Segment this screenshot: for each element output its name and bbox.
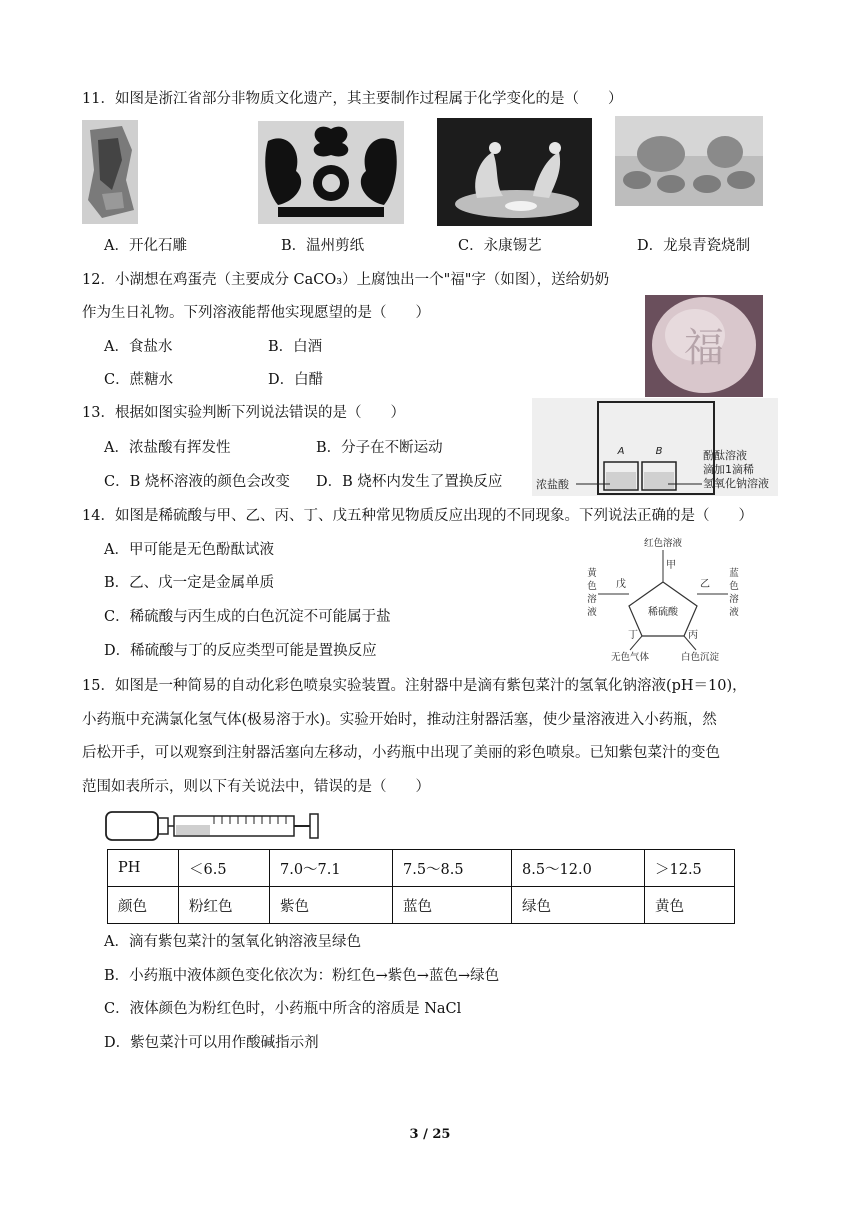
q15-option-b: B．小药瓶中液体颜色变化依次为：粉红色→紫色→蓝色→绿色: [104, 968, 500, 984]
q13-beaker-figure: [532, 398, 778, 496]
table-row: [108, 887, 735, 924]
table-cell: 颜色: [108, 887, 179, 924]
q15-line2: 小药瓶中充满氯化氢气体(极易溶于水)。实验开始时，推动注射器活塞，使少量溶液进入小药瓶，然: [82, 712, 717, 728]
table-cell: 绿色: [512, 887, 645, 924]
q11-option-c: C．永康锡艺: [458, 238, 542, 254]
wu-label: 戊: [616, 579, 626, 590]
table-cell: 紫色: [270, 887, 393, 924]
jia-label: 甲: [666, 560, 676, 571]
q12-option-b: B．白酒: [268, 339, 323, 355]
q13-option-a: A．浓盐酸有挥发性: [104, 440, 231, 456]
q12-option-c: C．蔗糖水: [104, 372, 174, 388]
table-cell: 7.5～8.5: [393, 850, 512, 887]
q11-image-paper-cut: [258, 121, 404, 224]
table-cell: 7.0～7.1: [270, 850, 393, 887]
page-number: 3 / 25: [409, 1127, 451, 1142]
yellow-solution-char-2: 色: [587, 581, 597, 592]
yellow-solution-char-1: 黄: [587, 568, 597, 579]
q11-image-tin-art: [437, 118, 592, 226]
q13-option-c: C．B 烧杯溶液的颜色会改变: [104, 474, 290, 490]
q12-egg-image: [645, 295, 763, 397]
q15-line4: 范围如表所示，则以下有关说法中，错误的是（ ）: [82, 779, 430, 795]
table-row: [108, 850, 735, 887]
colorless-gas-label: 无色气体: [610, 652, 650, 663]
q15-line3: 后松开手，可以观察到注射器活塞向左移动，小药瓶中出现了美丽的彩色喷泉。已知紫包菜汁的变色: [82, 745, 720, 761]
q14-option-d: D．稀硫酸与丁的反应类型可能是置换反应: [104, 643, 377, 659]
q14-pentagon-figure: [580, 532, 746, 666]
paper-cut-illustration: [258, 121, 404, 224]
q15-option-c: C．液体颜色为粉红色时，小药瓶中所含的溶质是 NaCl: [104, 1001, 462, 1017]
q13-option-b: B．分子在不断运动: [316, 440, 443, 456]
table-cell: ＜6.5: [179, 850, 270, 887]
tin-art-illustration: [437, 118, 592, 226]
q15-ph-color-table: [107, 849, 735, 924]
q12-option-a: A．食盐水: [104, 339, 173, 355]
center-dilute-h2so4: 稀硫酸: [648, 607, 678, 618]
q11-option-a: A．开化石雕: [104, 238, 187, 254]
egg-illustration: [645, 295, 763, 397]
q15-syringe-figure: [104, 808, 326, 844]
ding-label: 丁: [628, 630, 638, 641]
celadon-illustration: [615, 116, 763, 206]
table-cell: PH: [108, 850, 179, 887]
q11-image-celadon: [615, 116, 763, 206]
q15-option-a: A．滴有紫包菜汁的氢氧化钠溶液呈绿色: [104, 934, 361, 950]
table-cell: ＞12.5: [645, 850, 735, 887]
red-solution-label: 红色溶液: [643, 538, 683, 549]
dropwise-label: 滴加1滴稀: [703, 463, 754, 476]
yi-label: 乙: [700, 579, 710, 590]
q14-stem: 14．如图是稀硫酸与甲、乙、丙、丁、戊五种常见物质反应出现的不同现象。下列说法正确的是（ ）: [82, 508, 753, 524]
white-precipitate-label: 白色沉淀: [680, 652, 720, 663]
q12-option-d: D．白醋: [268, 372, 324, 388]
q15-line1: 15．如图是一种简易的自动化彩色喷泉实验装置。注射器中是滴有紫包菜汁的氢氧化钠溶液(pH＝10)，: [82, 678, 747, 694]
q12-stem-line2: 作为生日礼物。下列溶液能帮他实现愿望的是（ ）: [82, 305, 430, 321]
table-cell: 蓝色: [393, 887, 512, 924]
q14-option-c: C．稀硫酸与丙生成的白色沉淀不可能属于盐: [104, 609, 391, 625]
blue-solution-char-2: 色: [729, 581, 739, 592]
bing-label: 丙: [688, 630, 698, 641]
egg-character: 福: [684, 325, 724, 371]
q11-image-stone-carving: [82, 120, 138, 224]
yellow-solution-char-3: 溶: [587, 594, 597, 605]
concentrated-hcl-label: 浓盐酸: [536, 478, 569, 491]
phenolphthalein-label: 酚酞溶液: [703, 449, 747, 462]
blue-solution-char-1: 蓝: [729, 568, 739, 579]
table-cell: 8.5～12.0: [512, 850, 645, 887]
beaker-b-label: B: [655, 446, 663, 457]
q11-option-b: B．温州剪纸: [281, 238, 365, 254]
q14-option-a: A．甲可能是无色酚酞试液: [104, 542, 274, 558]
table-cell: 粉红色: [179, 887, 270, 924]
q13-option-d: D．B 烧杯内发生了置换反应: [316, 474, 503, 490]
blue-solution-char-3: 溶: [729, 594, 739, 605]
q11-option-d: D．龙泉青瓷烧制: [637, 238, 751, 254]
beaker-a-label: A: [617, 446, 625, 457]
q13-stem: 13．根据如图实验判断下列说法错误的是（ ）: [82, 405, 405, 421]
q12-stem-line1: 12．小湖想在鸡蛋壳（主要成分 CaCO₃）上腐蚀出一个"福"字（如图），送给奶奶: [82, 272, 610, 288]
blue-solution-char-4: 液: [729, 607, 739, 618]
q14-option-b: B．乙、戊一定是金属单质: [104, 575, 275, 591]
table-cell: 黄色: [645, 887, 735, 924]
q11-stem: 11．如图是浙江省部分非物质文化遗产，其主要制作过程属于化学变化的是（ ）: [82, 91, 623, 107]
q15-option-d: D．紫包菜汁可以用作酸碱指示剂: [104, 1035, 319, 1051]
naoh-label: 氢氧化钠溶液: [703, 477, 769, 490]
yellow-solution-char-4: 液: [587, 607, 597, 618]
stone-carving-illustration: [82, 120, 138, 224]
